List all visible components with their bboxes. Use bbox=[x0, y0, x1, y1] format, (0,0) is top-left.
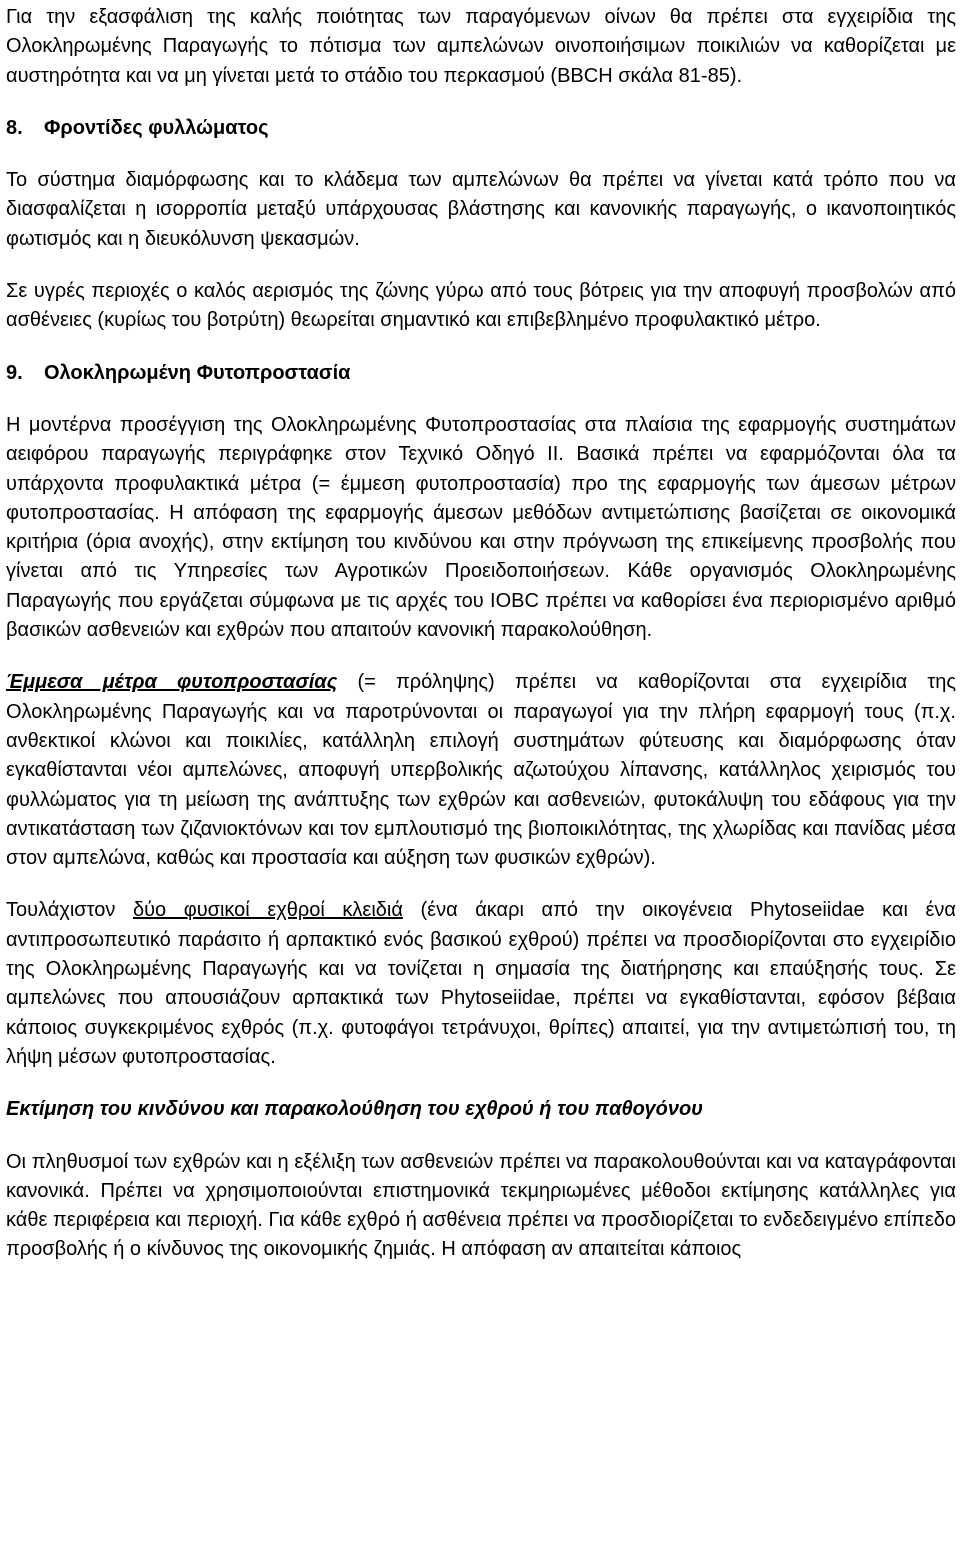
paragraph-natural-enemies bbox=[6, 896, 956, 1072]
paragraph-indirect-measures bbox=[6, 668, 956, 873]
paragraph-humid-areas: Σε υγρές περιοχές ο καλός αερισμός της ζώνης γύρω από τους βότρεις για την αποφυγή προσβολών από ασθένειες (κυρίως του βοτρύτη) θεωρείται σημαντικό και επιβεβλημένο προφυλακτικό μέτρο. bbox=[6, 280, 956, 332]
paragraph-training-system: Το σύστημα διαμόρφωσης και το κλάδεμα των αμπελώνων θα πρέπει να γίνεται κατά τρόπο που να διασφαλίζεται η ισορροπία μεταξύ υπάρχουσας βλάστησης και κανονικής παραγωγής, ο ικανοποιητικός φωτισμός και η διευκόλυνση ψεκασμών. bbox=[6, 169, 956, 250]
section-9-title: Ολοκληρωμένη Φυτοπροστασία bbox=[44, 361, 351, 384]
paragraph-integrated-protection: Η μοντέρνα προσέγγιση της Ολοκληρωμένης Φυτοπροστασίας στα πλαίσια της εφαρμογής συστημάτων αειφόρου παραγωγής περιγράφηκε στον Τεχνικό Οδηγό ΙΙ. Βασικά πρέπει να εφαρμόζονται όλα τα υπάρχοντα προφυλακτικά μέτρα (= έμμεση φυτοπροστασία) προ της εφαρμογής των άμεσων μέτρων φυτοπροστασίας. Η απόφαση της εφαρμογής άμεσων μεθόδων αντιμετώπισης βασίζεται σε οικονομικά κριτήρια (όρια ανοχής), στην εκτίμηση του κινδύνου και στην πρόγνωση της επικείμενης προσβολής που γίνεται από τις Υπηρεσίες των Αγροτικών Προειδοποιήσεων. Κάθε οργανισμός Ολοκληρωμένης Παραγωγής που εργάζεται σύμφωνα με τις αρχές του IOBC πρέπει να καθορίσει ένα περιορισμένο αριθμό βασικών ασθενειών και εχθρών που απαιτούν κανονική παρακολούθηση. bbox=[6, 413, 956, 642]
natural-enemies-text: (ένα άκαρι από την οικογένεια Phytoseiidae και ένα αντιπροσωπευτικό παράσιτο ή αρπακτικό ενός βασικού εχθρού) πρέπει να προσδιορίζονται στο εγχειρίδιο της Ολοκληρωμένης Παραγωγής και να τονίζεται η σημασία της διατήρησης και επαύξησής τους. Σε αμπελώνες που απουσιάζουν αρπακτικά των Phytoseiidae, πρέπει να εγκαθίστανται, εφόσον βέβαια κάποιος συγκεκριμένος εχθρός (π.χ. φυτοφάγοι τετράνυχοι, θρίπες) απαιτεί, για την αντιμετώπισή του, τη λήψη μέσων φυτοπροστασίας. bbox=[6, 899, 956, 1068]
indirect-measures-lead: Έμμεσα μέτρα φυτοπροστασίας bbox=[6, 671, 338, 694]
natural-enemies-underlined: δύο φυσικοί εχθροί κλειδιά bbox=[132, 899, 403, 922]
section-8-heading bbox=[6, 114, 956, 143]
section-8-number: 8. bbox=[6, 116, 23, 139]
section-9-number: 9. bbox=[6, 361, 23, 384]
paragraph-monitoring: Οι πληθυσμοί των εχθρών και η εξέλιξη των ασθενειών πρέπει να παρακολουθούνται και να καταγράφονται κανονικά. Πρέπει να χρησιμοποιούνται επιστημονικά τεκμηριωμένες μέθοδοι εκτίμησης κατάλληλες για κάθε περιφέρεια και περιοχή. Για κάθε εχθρό ή ασθένεια πρέπει να προσδιορίζεται το ενδεδειγμένο επίπεδο προσβολής ή ο κίνδυνος της οικονομικής ζημιάς. Η απόφαση αν απαιτείται κάποιος bbox=[6, 1150, 956, 1261]
section-8-title: Φροντίδες φυλλώματος bbox=[44, 116, 269, 139]
section-9-heading bbox=[6, 359, 956, 388]
natural-enemies-start: Τουλάχιστον bbox=[6, 899, 133, 922]
indirect-measures-text: (= πρόληψης) πρέπει να καθορίζονται στα εγχειρίδια της Ολοκληρωμένης Παραγωγής και να παροτρύνονται οι παραγωγοί για την πλήρη εφαρμογή τους (π.χ. ανθεκτικοί κλώνοι και ποικιλίες, κατάλληλη επιλογή συστημάτων φύτευσης και διαμόρφωσης όταν εγκαθίστανται νέοι αμπελώνες, αποφυγή υπερβολικής αζωτούχου λίπανσης, κατάλληλος χειρισμός του φυλλώματος για τη μείωση της ανάπτυξης των εχθρών και ασθενειών, φυτοκάλυψη του εδάφους για την αντικατάσταση των ζιζανιοκτόνων και τον εμπλουτισμό της βιοποικιλότητας, της χλωρίδας και πανίδας μέσα στον αμπελώνα, καθώς και προστασία και αύξηση των φυσικών εχθρών). bbox=[6, 671, 957, 870]
subheading-risk-assessment: Εκτίμηση του κινδύνου και παρακολούθηση του εχθρού ή του παθογόνου bbox=[6, 1098, 703, 1121]
paragraph-irrigation: Για την εξασφάλιση της καλής ποιότητας των παραγόμενων οίνων θα πρέπει στα εγχειρίδια της Ολοκληρωμένης Παραγωγής το πότισμα των αμπελώνων οινοποιήσιμων ποικιλιών να καθορίζεται με αυστηρότητα και να μη γίνεται μετά το στάδιο του περκασμού (BBCH σκάλα 81-85). bbox=[6, 6, 956, 87]
